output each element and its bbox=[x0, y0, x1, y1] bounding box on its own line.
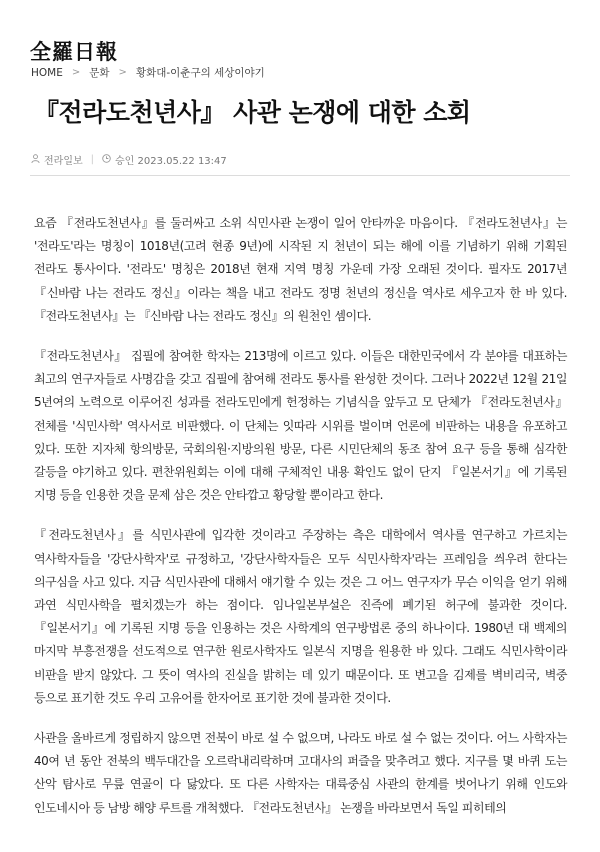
breadcrumb-home-link[interactable]: HOME bbox=[31, 66, 63, 79]
meta-divider: | bbox=[90, 154, 95, 165]
article-paragraph: 『전라도천년사』를 식민사관에 입각한 것이라고 주장하는 측은 대학에서 역사를 연구하고 가르치는 역사학자들을 '강단사학자'로 규정하고, '강단사학자들은 모두 식민사학자'라는 프레임을 씌우려 한다는 의구심을 사고 있다. 지금 식민사관에 대해서 얘기할 수 있는 것은 그 어느 연구자가 무슨 이익을 얻기 위해 과연 식민사학을 펼치겠는가 하는 점이다. 임나일본부설은 진즉에 폐기된 허구에 불과한 것이다. 『일본서기』에 기록된 지명 등을 인용하는 것은 사학계의 연구방법론 중의 하나이다. 1980년 대 백제의 마지막 부흥전쟁을 선도적으로 연구한 원로사학자도 일본식 지명을 원용한 바 있다. 그래도 식민사학이라 비판을 받지 않았다. 그 뜻이 역사의 진실을 밝히는 데 있기 때문이다. 또 변고을 김제를 벽비리국, 벽중 등으로 표기한 것도 우리 고유어를 한자어로 표기한 것에 불과한 것이다. bbox=[34, 528, 567, 705]
article-paragraph: 사관을 올바르게 정립하지 않으면 전북이 바로 설 수 없으며, 나라도 바로 설 수 없는 것이다. 어느 사학자는 40여 년 동안 전북의 백두대간을 오르락내리락하며 고대사의 퍼즐을 맞추려고 했다. 지구를 몇 바퀴 도는 산악 탐사로 무릎 연골이 다 닳았다. 또 다른 사학자는 대륙중심 사관의 한계를 벗어나기 위해 인도와 인도네시아 등 남방 해양 루트를 개척했다. 『전라도천년사』 논쟁을 바라보면서 독일 피히테의 bbox=[34, 731, 567, 815]
article-paragraph: 『전라도천년사』 집필에 참여한 학자는 213명에 이르고 있다. 이들은 대한민국에서 각 분야를 대표하는 최고의 연구자들로 사명감을 갖고 집필에 참여해 전라도 통사를 완성한 것이다. 그러나 2022년 12월 21일 5년여의 노력으로 이루어진 성과를 전라도민에게 헌정하는 기념식을 앞두고 모 단체가 『전라도천년사』 전체를 '식민사학' 역사서로 비판했다. 이 단체는 잇따라 시위를 벌이며 언론에 비판하는 내용을 유포하고 있다. 또한 지자체 항의방문, 국회의원·지방의원 방문, 다른 시민단체의 동조 참여 요구 등을 통해 심각한 갈등을 야기하고 있다. 편찬위원회는 이에 대해 구체적인 내용 확인도 없이 단지 『일본서기』에 기록된 지명 등을 인용한 것을 문제 삼은 것은 안타깝고 황당할 뿐이라고 한다. bbox=[34, 349, 567, 503]
user-icon bbox=[31, 154, 40, 166]
article-title: 『전라도천년사』 사관 논쟁에 대한 소회 bbox=[34, 98, 471, 127]
site-logo[interactable]: 全羅日報 bbox=[30, 39, 118, 64]
breadcrumb-section-link[interactable]: 문화 bbox=[89, 67, 110, 79]
article-meta bbox=[31, 152, 227, 167]
header-divider bbox=[30, 175, 570, 176]
clock-icon bbox=[102, 154, 111, 166]
article-approved-time: 승인 2023.05.22 13:47 bbox=[115, 156, 227, 167]
chevron-right-icon: > bbox=[118, 67, 127, 78]
article-paragraph: 요즘 『전라도천년사』를 둘러싸고 소위 식민사관 논쟁이 일어 안타까운 마음이다. 『전라도천년사』는 '전라도'라는 명칭이 1018년(고려 현종 9년)에 시작된 지 천년이 되는 해에 이를 기념하기 위해 기획된 전라도 통사이다. '전라도' 명칭은 2018년 현재 지역 명칭 가운데 가장 오래된 것이다. 필자도 2017년 『신바람 나는 전라도 정신』이라는 책을 내고 전라도 정명 천년의 정신을 역사로 세우고자 한 바 있다. 『전라도천년사』는 『신바람 나는 전라도 정신』의 원천인 셈이다. bbox=[34, 216, 567, 323]
article-body bbox=[34, 212, 567, 837]
chevron-right-icon: > bbox=[71, 67, 81, 78]
article-author: 전라일보 bbox=[44, 156, 83, 167]
breadcrumb-subsection-link[interactable]: 황화대-이춘구의 세상이야기 bbox=[135, 67, 265, 79]
breadcrumb bbox=[31, 65, 265, 80]
